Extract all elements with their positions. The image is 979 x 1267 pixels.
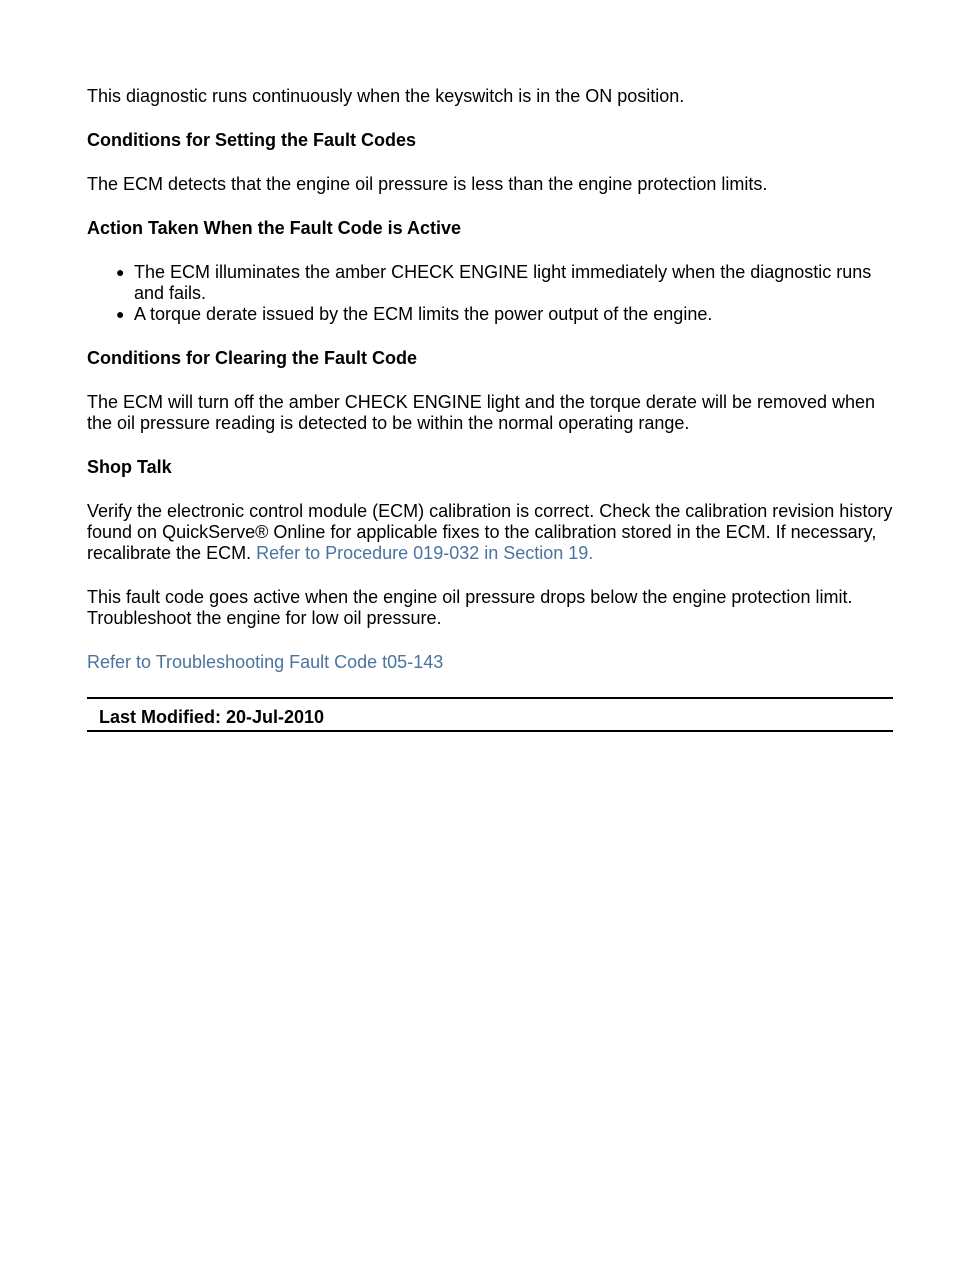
action-list xyxy=(87,262,893,325)
heading-clearing-conditions: Conditions for Clearing the Fault Code xyxy=(87,348,417,368)
troubleshooting-paragraph xyxy=(87,652,893,673)
heading-shop-talk: Shop Talk xyxy=(87,457,172,477)
procedure-link[interactable]: Refer to Procedure 019-032 in Section 19. xyxy=(256,543,594,563)
footer-bar xyxy=(87,697,893,732)
last-modified-label: Last Modified: 20-Jul-2010 xyxy=(99,707,325,727)
heading-setting-conditions: Conditions for Setting the Fault Codes xyxy=(87,130,416,150)
intro-paragraph: This diagnostic runs continuously when the keyswitch is in the ON position. xyxy=(87,86,685,106)
shop-talk-paragraph-1 xyxy=(87,501,893,564)
shop-talk-paragraph-2: This fault code goes active when the engine oil pressure drops below the engine protection limit. Troubleshoot the engine for low oil pressure. xyxy=(87,587,853,628)
bullet-icon: ● xyxy=(116,264,125,280)
shop-talk-text-1: Verify the electronic control module (ECM) calibration is correct. Check the calibration revision history found on QuickServe® Online for applicable fixes to the calibration stored in the ECM. If necessary, recalibrate the ECM. xyxy=(87,501,893,563)
list-item-text: A torque derate issued by the ECM limits the power output of the engine. xyxy=(134,304,713,324)
list-item xyxy=(116,262,893,304)
setting-conditions-text: The ECM detects that the engine oil pressure is less than the engine protection limits. xyxy=(87,174,768,194)
clearing-conditions-text: The ECM will turn off the amber CHECK ENGINE light and the torque derate will be removed when the oil pressure reading is detected to be within the normal operating range. xyxy=(87,392,876,433)
troubleshooting-link[interactable]: Refer to Troubleshooting Fault Code t05-143 xyxy=(87,652,444,672)
list-item xyxy=(116,304,893,325)
heading-action-taken: Action Taken When the Fault Code is Active xyxy=(87,218,462,238)
bullet-icon: ● xyxy=(116,306,125,322)
document-body xyxy=(87,86,893,696)
list-item-text: The ECM illuminates the amber CHECK ENGINE light immediately when the diagnostic runs and fails. xyxy=(134,262,872,303)
